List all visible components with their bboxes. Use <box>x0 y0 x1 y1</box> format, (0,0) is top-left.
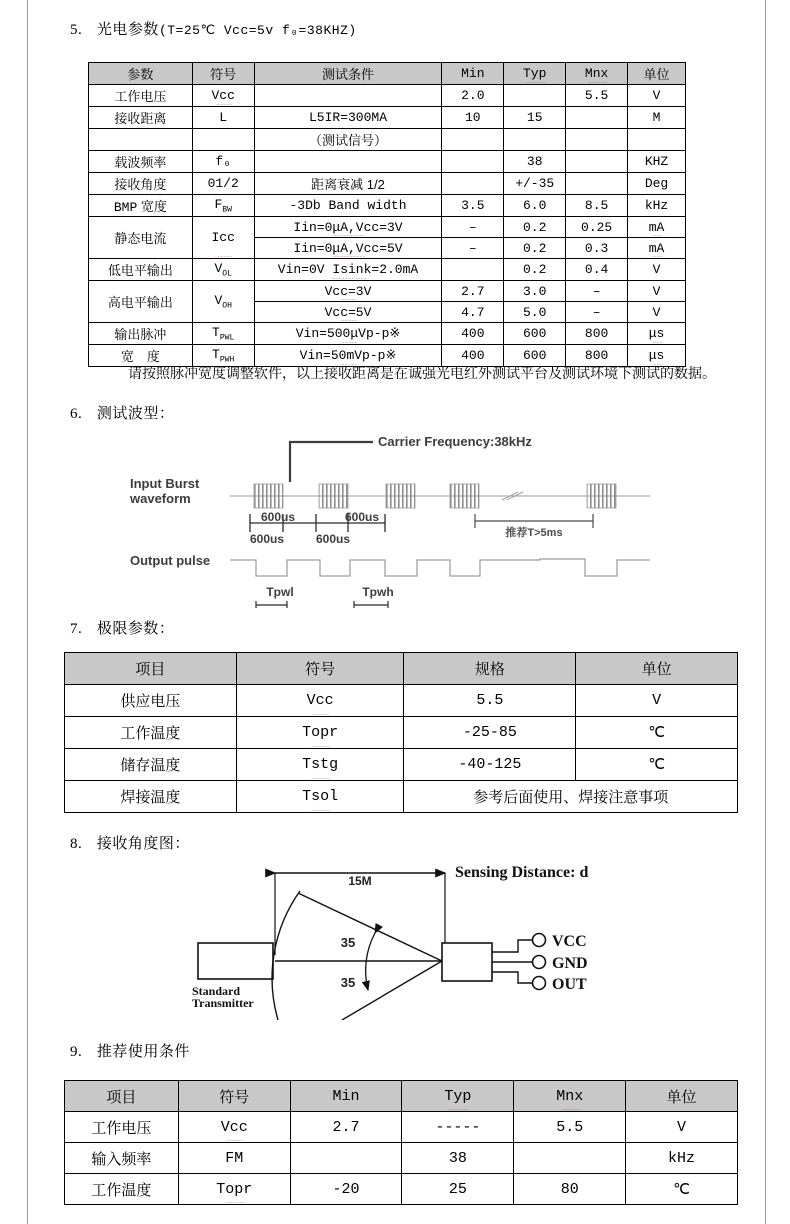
transmitter-label-line1: Standard <box>192 984 241 998</box>
cell-max: 800 <box>566 323 628 345</box>
section-heading-8 <box>70 832 190 853</box>
section-9-number: 9. <box>70 1044 83 1060</box>
cell-condition <box>254 151 442 173</box>
cell-typ: 600 <box>504 345 566 367</box>
cell-symbol: $F_{BW}$ <box>192 195 254 217</box>
cell-min: 2.7 <box>290 1112 402 1143</box>
cell-max: – <box>566 302 628 323</box>
cell-typ: 6.0 <box>504 195 566 217</box>
table-row <box>89 85 686 107</box>
table-row <box>65 1174 738 1205</box>
cell-typ: 0.2 <box>504 259 566 281</box>
cell-condition: Vin=50mVp-p※ <box>254 345 442 367</box>
page-border-left <box>27 0 28 1224</box>
cell-symbol: $T_{PWL}$ <box>192 323 254 345</box>
pin-label-out: OUT <box>552 976 587 993</box>
cell-condition-second-line: （测试信号） <box>254 129 442 151</box>
cell-typ: 38 <box>504 151 566 173</box>
cell-symbol: L <box>192 107 254 129</box>
section-8-title: 接收角度图： <box>96 835 190 852</box>
tpwh-span <box>354 601 388 608</box>
col-header-typ: Typ <box>402 1081 514 1112</box>
cell-typ: 0.2 <box>504 217 566 238</box>
table-row <box>89 217 686 238</box>
cell-param: BMP 宽度 <box>89 195 193 217</box>
col-header-condition: 测试条件 <box>254 63 442 85</box>
cell-symbol: Vcc <box>178 1112 290 1143</box>
col-header-unit: 单位 <box>626 1081 738 1112</box>
cell-unit: kHz <box>628 195 686 217</box>
cell-min <box>442 151 504 173</box>
cell-max: 8.5 <box>566 195 628 217</box>
table-row <box>65 685 738 717</box>
input-burst-label-line2: waveform <box>130 491 191 506</box>
cell-typ: 38 <box>402 1143 514 1174</box>
section-heading-9 <box>70 1040 190 1061</box>
col-header-item: 项目 <box>65 653 237 685</box>
cell-unit: kHz <box>626 1143 738 1174</box>
sensing-distance-label: Sensing Distance: d <box>455 864 589 881</box>
timing-label-600us-b: 600us <box>344 510 380 524</box>
standard-transmitter-box <box>198 943 273 979</box>
recommend-period-label: 推荐T>5ms <box>505 527 563 539</box>
cell-max: 5.5 <box>514 1112 626 1143</box>
section-7-number: 7. <box>70 621 83 637</box>
cell-symbol: Vcc <box>192 85 254 107</box>
cell-param: 宽 度 <box>89 345 193 367</box>
cell-param: 接收距离 <box>89 107 193 129</box>
cell-unit: KHZ <box>628 151 686 173</box>
cell-spec: -40-125 <box>404 749 576 781</box>
table-body <box>65 1112 738 1205</box>
table-row <box>89 281 686 302</box>
timing-label-600us-c: 600us <box>249 532 285 546</box>
cell-min: – <box>442 217 504 238</box>
cell-item: 供应电压 <box>65 685 237 717</box>
col-header-unit: 单位 <box>576 653 738 685</box>
cell-min: – <box>442 238 504 259</box>
table-body <box>65 685 738 813</box>
cell-max <box>566 151 628 173</box>
cell-max <box>514 1143 626 1174</box>
cell-symbol: Tstg <box>236 749 404 781</box>
section-heading-5 <box>70 18 357 39</box>
table-header-row <box>65 1081 738 1112</box>
output-pulse-trace <box>230 559 650 576</box>
col-header-max: Mnx <box>566 63 628 85</box>
section-5-number: 5. <box>70 22 83 38</box>
cell-min: 400 <box>442 345 504 367</box>
cell-unit: ℃ <box>576 717 738 749</box>
cone-lower-edge <box>342 961 442 1020</box>
table-row <box>89 259 686 281</box>
cell-item: 工作温度 <box>65 717 237 749</box>
receiving-angle-figure <box>170 855 620 1020</box>
cell-unit-cont <box>628 129 686 151</box>
cell-symbol: $T_{PWH}$ <box>192 345 254 367</box>
cell-min: -20 <box>290 1174 402 1205</box>
cell-condition: 距离衰减 1/2 <box>254 173 442 195</box>
table-row <box>89 107 686 129</box>
table-row <box>65 1112 738 1143</box>
tpwl-label: Tpwl <box>266 585 294 599</box>
col-header-symbol: 符号 <box>236 653 404 685</box>
cell-param-cont <box>89 129 193 151</box>
cell-condition: Vin=0V Isink=2.0mA <box>254 259 442 281</box>
cell-min <box>290 1143 402 1174</box>
recommend-span <box>475 514 593 528</box>
cell-max: – <box>566 281 628 302</box>
col-header-spec: 规格 <box>404 653 576 685</box>
cell-unit: M <box>628 107 686 129</box>
cell-item: 储存温度 <box>65 749 237 781</box>
cell-symbol: $V_{OH}$ <box>192 281 254 323</box>
transmitter-label-line2: Transmitter <box>192 996 254 1010</box>
cell-min <box>442 259 504 281</box>
cell-symbol: Topr <box>236 717 404 749</box>
recommended-conditions-table <box>64 1080 738 1205</box>
cell-max <box>566 107 628 129</box>
col-header-min: Min <box>442 63 504 85</box>
cell-unit: mA <box>628 217 686 238</box>
cell-condition: Vcc=5V <box>254 302 442 323</box>
pin-label-gnd: GND <box>552 955 588 972</box>
cell-unit: V <box>628 302 686 323</box>
cell-symbol: Topr <box>178 1174 290 1205</box>
cell-symbol: Tsol <box>236 781 404 813</box>
cell-condition: L5IR=300MA <box>254 107 442 129</box>
col-header-symbol: 符号 <box>178 1081 290 1112</box>
cone-upper-edge <box>298 893 442 961</box>
table-row <box>89 151 686 173</box>
col-header-typ: Typ <box>504 63 566 85</box>
cell-unit: ℃ <box>576 749 738 781</box>
col-header-min: Min <box>290 1081 402 1112</box>
timing-label-600us-a: 600us <box>260 510 296 524</box>
cell-unit: Deg <box>628 173 686 195</box>
cell-condition: Iin=0μA,Vcc=3V <box>254 217 442 238</box>
cell-max: 0.3 <box>566 238 628 259</box>
input-burst-label-line1: Input Burst <box>130 476 200 491</box>
cell-unit: mA <box>628 238 686 259</box>
cell-unit: μs <box>628 345 686 367</box>
cell-max: 80 <box>514 1174 626 1205</box>
table-row <box>89 129 686 151</box>
cell-param: 低电平输出 <box>89 259 193 281</box>
col-header-symbol: 符号 <box>192 63 254 85</box>
cell-min: 400 <box>442 323 504 345</box>
table-header-row <box>65 653 738 685</box>
cell-typ <box>504 85 566 107</box>
cell-typ: 600 <box>504 323 566 345</box>
receiver-box <box>442 943 492 981</box>
cell-symbol: $V_{OL}$ <box>192 259 254 281</box>
cell-param: 载波频率 <box>89 151 193 173</box>
col-header-param: 参数 <box>89 63 193 85</box>
main-table-note: 请按照脉冲宽度调整软件，以上接收距离是在诚强光电红外测试平台及测试环境下测试的数据。 <box>128 365 716 381</box>
section-5-title: 光电参数 <box>96 21 159 38</box>
carrier-callout-line <box>290 442 373 482</box>
cell-spec: -25-85 <box>404 717 576 749</box>
cell-max: 0.4 <box>566 259 628 281</box>
angle-label-bottom: 35 <box>340 975 356 990</box>
cell-typ: 0.2 <box>504 238 566 259</box>
cell-max: 0.25 <box>566 217 628 238</box>
cell-condition: -3Db Band width <box>254 195 442 217</box>
cone-arc <box>272 891 300 1020</box>
table-row <box>89 195 686 217</box>
absolute-limits-table <box>64 652 738 813</box>
cell-param: 输出脉冲 <box>89 323 193 345</box>
cell-min: 2.7 <box>442 281 504 302</box>
cell-param: 高电平输出 <box>89 281 193 323</box>
pin-circle-out <box>533 977 546 990</box>
section-5-condition: (T=25℃ Vcc=5v f₀=38KHZ) <box>158 23 357 38</box>
cell-min <box>442 173 504 195</box>
cell-symbol: f₀ <box>192 151 254 173</box>
section-6-number: 6. <box>70 406 83 422</box>
output-pulse-label: Output pulse <box>130 553 211 568</box>
cell-max: 800 <box>566 345 628 367</box>
cell-min-cont <box>442 129 504 151</box>
col-header-max: Mnx <box>514 1081 626 1112</box>
cell-item: 工作电压 <box>65 1112 179 1143</box>
table-row <box>89 173 686 195</box>
cell-unit: V <box>628 85 686 107</box>
section-9-title: 推荐使用条件 <box>96 1043 190 1060</box>
cell-symbol: Icc <box>192 217 254 259</box>
cell-unit: V <box>628 259 686 281</box>
timing-label-600us-d: 600us <box>315 532 351 546</box>
pin-circle-gnd <box>533 956 546 969</box>
table-body <box>89 85 686 367</box>
cell-condition: Iin=0μA,Vcc=5V <box>254 238 442 259</box>
cell-symbol: 01/2 <box>192 173 254 195</box>
table-header-row <box>89 63 686 85</box>
cell-unit: μs <box>628 323 686 345</box>
cell-symbol-cont <box>192 129 254 151</box>
cell-typ: ----- <box>402 1112 514 1143</box>
page-border-right <box>765 0 766 1224</box>
angle-label-top: 35 <box>340 935 356 950</box>
tpwl-span <box>256 601 287 608</box>
cell-unit: ℃ <box>626 1174 738 1205</box>
cell-condition: Vcc=3V <box>254 281 442 302</box>
table-row <box>65 781 738 813</box>
cell-min: 10 <box>442 107 504 129</box>
table-row <box>65 717 738 749</box>
cell-typ: 5.0 <box>504 302 566 323</box>
cell-unit: V <box>626 1112 738 1143</box>
cell-unit: V <box>576 685 738 717</box>
cell-max <box>566 173 628 195</box>
cell-param: 工作电压 <box>89 85 193 107</box>
tpwh-label: Tpwh <box>362 585 394 599</box>
cell-symbol: Vcc <box>236 685 404 717</box>
pin-wires <box>492 940 532 983</box>
table-row <box>89 323 686 345</box>
section-heading-7 <box>70 617 174 638</box>
cell-spec-merged: 参考后面使用、焊接注意事项 <box>404 781 738 813</box>
distance-15m-label: 15M <box>348 874 372 888</box>
cell-item: 焊接温度 <box>65 781 237 813</box>
cell-symbol: FM <box>178 1143 290 1174</box>
cell-typ: 15 <box>504 107 566 129</box>
pin-label-vcc: VCC <box>552 933 587 950</box>
col-header-item: 项目 <box>65 1081 179 1112</box>
cell-min: 3.5 <box>442 195 504 217</box>
section-7-title: 极限参数： <box>96 620 175 637</box>
section-8-number: 8. <box>70 836 83 852</box>
pin-circle-vcc <box>533 934 546 947</box>
cell-typ: 3.0 <box>504 281 566 302</box>
optical-parameter-table <box>88 62 686 367</box>
test-waveform-figure <box>130 428 660 608</box>
cell-item: 输入频率 <box>65 1143 179 1174</box>
cell-typ: +/-35 <box>504 173 566 195</box>
table-row <box>65 749 738 781</box>
cell-param: 接收角度 <box>89 173 193 195</box>
cell-spec: 5.5 <box>404 685 576 717</box>
cell-typ: 25 <box>402 1174 514 1205</box>
cell-max: 5.5 <box>566 85 628 107</box>
section-heading-6 <box>70 402 174 423</box>
cell-unit: V <box>628 281 686 302</box>
cell-item: 工作温度 <box>65 1174 179 1205</box>
cell-min: 4.7 <box>442 302 504 323</box>
section-6-title: 测试波型： <box>96 405 175 422</box>
cell-condition <box>254 85 442 107</box>
cell-condition: Vin=500μVp-p※ <box>254 323 442 345</box>
carrier-frequency-label: Carrier Frequency:38kHz <box>378 434 532 449</box>
cell-param: 静态电流 <box>89 217 193 259</box>
cell-max-cont <box>566 129 628 151</box>
cell-typ-cont <box>504 129 566 151</box>
table-row <box>65 1143 738 1174</box>
cell-min: 2.0 <box>442 85 504 107</box>
col-header-unit: 单位 <box>628 63 686 85</box>
